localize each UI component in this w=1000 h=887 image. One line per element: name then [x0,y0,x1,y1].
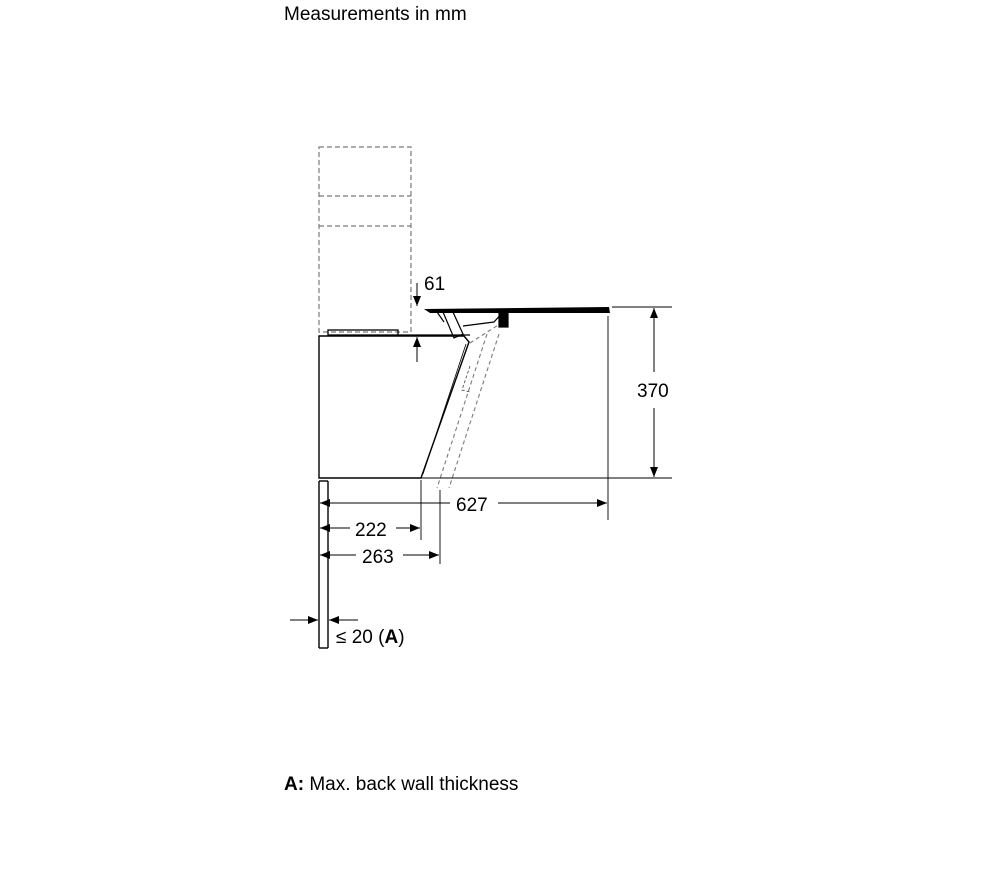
legend-text: Max. back wall thickness [304,774,519,795]
legend-note [284,774,518,796]
dim-label-depth-outer: 263 [362,547,394,568]
glass-plate [424,307,610,313]
dim-label-wall-thickness: ≤ 20 (A) [336,627,405,648]
hinge-mechanism [437,310,508,338]
hood-body [319,336,469,478]
legend-key: A: [284,774,305,795]
dim-total-depth [320,495,607,516]
dim-depth-outer [320,547,439,568]
chimney-outline [319,147,411,332]
dim-label-hob-thickness: 61 [424,274,446,295]
dim-depth-front [320,520,420,541]
dim-label-depth-front: 222 [355,520,387,541]
back-wall [319,481,328,648]
dim-height [637,308,669,477]
page-title: Measurements in mm [284,4,467,25]
dim-label-height: 370 [637,381,669,402]
dim-label-total-depth: 627 [456,495,488,516]
dim-wall-thickness [290,620,405,648]
